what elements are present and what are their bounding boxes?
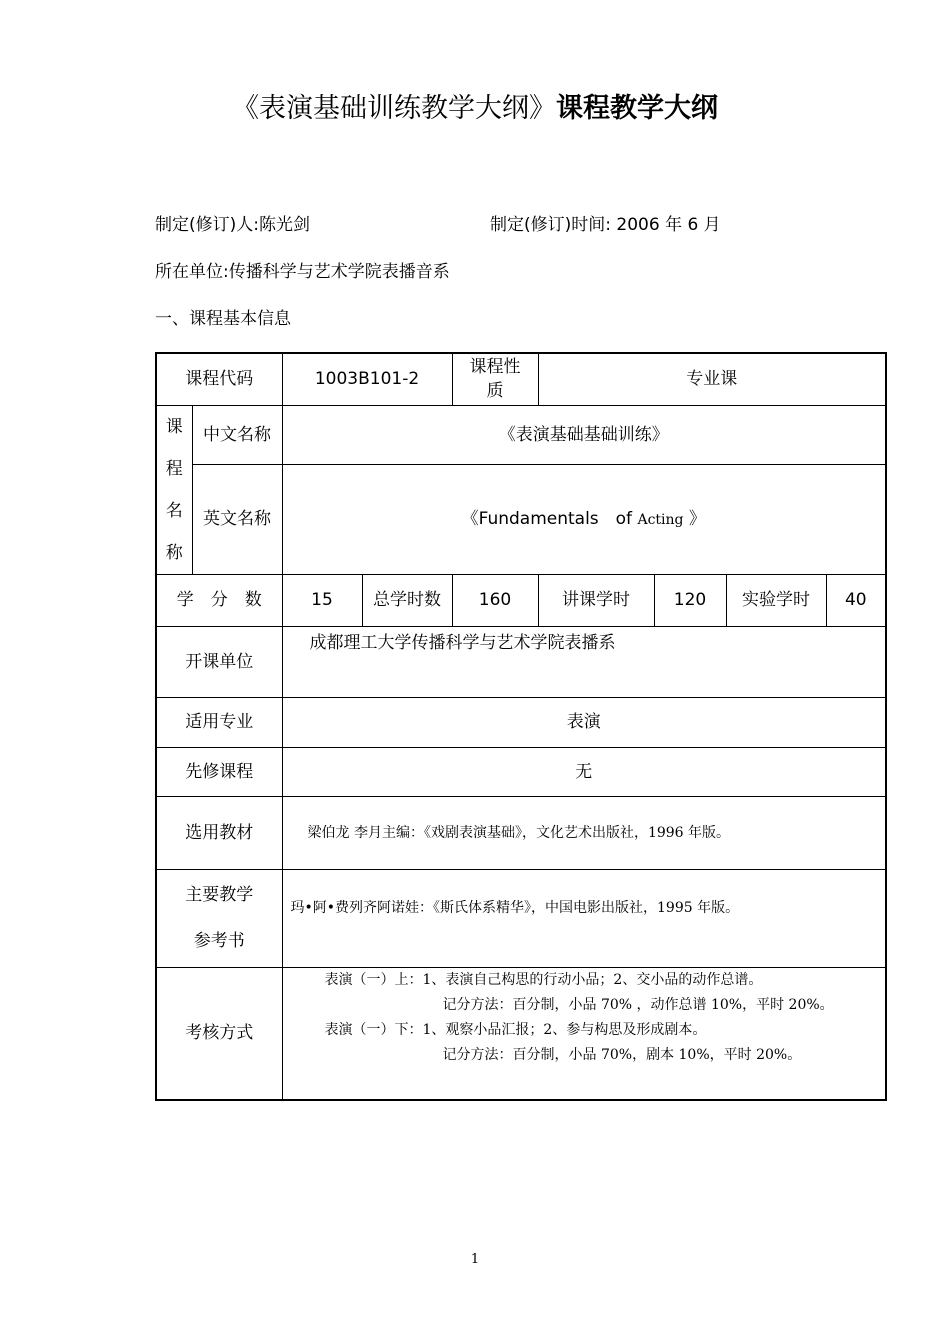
exam-line: 表演（一）下：1、观察小品汇报；2、参与构思及形成剧本。: [324, 1021, 707, 1038]
title-right: 课程教学大纲: [556, 93, 718, 124]
credits-value: 15: [282, 574, 362, 626]
section-heading: 一、课程基本信息: [155, 309, 291, 329]
hours-value: 160: [452, 574, 538, 626]
cn-name-value: 《表演基础基础训练》: [282, 405, 886, 465]
code-label: 课程代码: [156, 353, 282, 405]
hours-label: 总学时数: [362, 574, 452, 626]
table-row: [156, 747, 886, 796]
lab-label: 实验学时: [726, 574, 826, 626]
author-line: 制定(修订)人:陈光剑: [155, 215, 310, 235]
nature-value: 专业课: [538, 353, 886, 405]
prereq-value: 无: [282, 747, 886, 796]
lecture-label: 讲课学时: [538, 574, 654, 626]
dept-label: 开课单位: [156, 626, 282, 697]
table-row: [156, 574, 886, 626]
table-row: [156, 697, 886, 747]
cn-name-label: 中文名称: [192, 405, 282, 465]
en-name-label: 英文名称: [192, 465, 282, 574]
table-row: [156, 465, 886, 574]
nature-label: 课程性质: [452, 353, 538, 405]
course-info-table: [155, 352, 887, 1101]
en-name-value: 《Fundamentals of Acting 》: [282, 465, 886, 574]
table-row: [156, 967, 886, 1100]
refs-label: 主要教学 参考书: [156, 869, 282, 967]
course-name-label: 课 程 名 称: [156, 405, 192, 574]
time-line: 制定(修订)时间: 2006 年 6 月: [490, 215, 721, 235]
table-row: [156, 869, 886, 967]
code-value: 1003B101-2: [282, 353, 452, 405]
table-row: [156, 626, 886, 697]
exam-value: [282, 967, 886, 1100]
page-number: 1: [470, 1252, 480, 1267]
title-left: 《表演基础训练教学大纲》: [232, 93, 556, 124]
exam-label: 考核方式: [156, 967, 282, 1100]
table-row: [156, 796, 886, 869]
exam-line: 记分方法：百分制，小品 70% ，动作总谱 10%，平时 20%。: [442, 996, 834, 1013]
textbook-value: 梁伯龙 李月主编：《戏剧表演基础》，文化艺术出版社，1996 年版。: [282, 796, 886, 869]
exam-line: 记分方法：百分制，小品 70%，剧本 10%，平时 20%。: [442, 1046, 802, 1063]
prereq-label: 先修课程: [156, 747, 282, 796]
major-label: 适用专业: [156, 697, 282, 747]
textbook-label: 选用教材: [156, 796, 282, 869]
dept-value: 成都理工大学传播科学与艺术学院表播系: [282, 626, 886, 697]
lab-value: 40: [826, 574, 886, 626]
unit-line: 所在单位:传播科学与艺术学院表播音系: [155, 262, 450, 282]
lecture-value: 120: [654, 574, 726, 626]
table-row: [156, 353, 886, 405]
exam-line: 表演（一）上：1、表演自己构思的行动小品；2、交小品的动作总谱。: [324, 971, 763, 988]
table-row: [156, 405, 886, 465]
refs-value: 玛•阿•费列齐阿诺娃：《斯氏体系精华》，中国电影出版社，1995 年版。: [282, 869, 886, 967]
credits-label: 学 分 数: [156, 574, 282, 626]
page-title: [0, 86, 950, 125]
major-value: 表演: [282, 697, 886, 747]
